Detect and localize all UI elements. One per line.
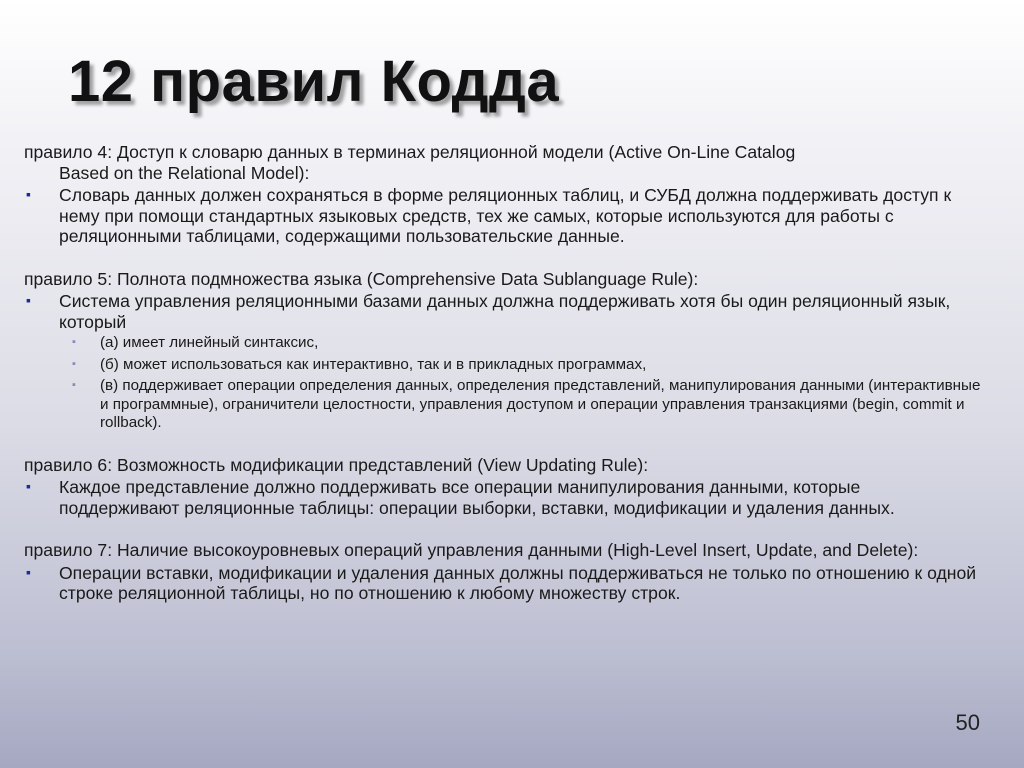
rule-6 [24,455,984,519]
sub-item-text: (в) поддерживает операции определения данных, определения представлений, манипулирования данными (интерактивные и программные), ограничители целостности, управления доступом и операции управления транзакциями (begin, commit и rollback). [100,377,981,431]
rule-heading-continuation: Based on the Relational Model): [59,162,310,183]
slide-content [24,142,984,626]
sub-item [24,356,984,375]
bullet-marker-icon: ▪ [26,186,31,202]
rule-7 [24,540,984,604]
page-number: 50 [955,710,980,735]
rule-heading-text: правило 4: Доступ к словарю данных в терминах реляционной модели (Active On-Line Catalog [24,142,796,162]
sub-bullet-marker-icon: ▪ [72,379,76,391]
bullet-marker-icon: ▪ [26,292,31,308]
sub-bullet-marker-icon: ▪ [72,336,76,348]
bullet-text: Каждое представление должно поддерживать все операции манипулирования данными, которые поддерживают реляционные таблицы: операции выборки, вставки, модификации и удаления данных. [59,477,895,518]
bullet-item [24,291,984,332]
bullet-text: Словарь данных должен сохраняться в форме реляционных таблиц, и СУБД должна поддерживать доступ к нему при помощи стандартных языковых средств, тех же самых, которые используются для работы с реляционными таблицами, содержащими пользовательские данные. [59,185,952,246]
rule-5 [24,269,984,433]
bullet-text: Система управления реляционными базами данных должна поддерживать хотя бы один реляционный язык, который [59,291,951,332]
sub-item [24,377,984,433]
bullet-marker-icon: ▪ [26,478,31,494]
bullet-item [24,477,984,518]
bullet-item [24,563,984,604]
rule-heading: правило 7: Наличие высокоуровневых операций управления данными (High-Level Insert, Update, and Delete): [24,540,919,560]
rule-heading [24,142,984,183]
slide-title: 12 правил Кодда [68,49,560,114]
rule-4 [24,142,984,247]
rule-heading: правило 5: Полнота подмножества языка (Comprehensive Data Sublanguage Rule): [24,268,699,289]
bullet-marker-icon: ▪ [26,563,31,580]
sub-bullet-marker-icon: ▪ [72,357,76,370]
rule-heading: правило 6: Возможность модификации представлений (View Updating Rule): [24,454,649,475]
sub-item [24,334,984,353]
sub-list [24,334,984,433]
sub-item-text: (б) может использоваться как интерактивно, так и в прикладных программах, [100,355,647,373]
sub-item-text: (а) имеет линейный синтаксис, [100,334,319,351]
bullet-text: Операции вставки, модификации и удаления данных должны поддерживаться не только по отношению к одной строке реляционной таблицы, но по отношению к любому множеству строк. [59,562,977,603]
bullet-item [24,185,984,247]
